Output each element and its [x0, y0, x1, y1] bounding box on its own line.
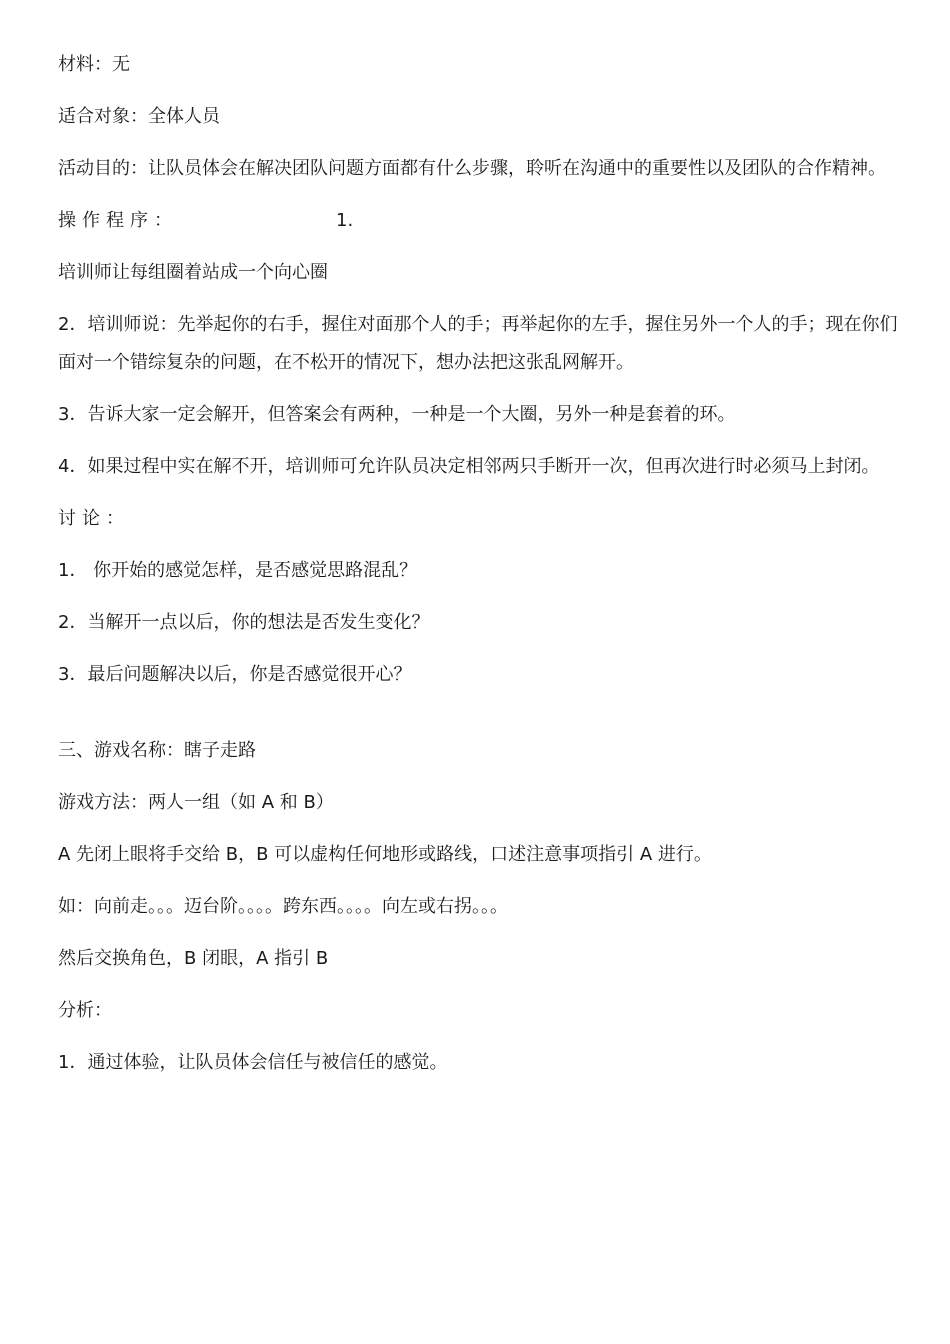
- analysis-heading: 分析：: [58, 1000, 112, 1021]
- analysis-point-1: 1．通过体验，让队员体会信任与被信任的感觉。: [58, 1052, 448, 1073]
- discussion-question-1: 1． 你开始的感觉怎样，是否感觉思路混乱？: [58, 560, 418, 581]
- procedure-step-3: 3．告诉大家一定会解开，但答案会有两种，一种是一个大圈，另外一种是套着的环。: [58, 404, 736, 425]
- game-3-line-1: A 先闭上眼将手交给 B，B 可以虚构任何地形或路线，口述注意事项指引 A 进行。: [58, 844, 712, 865]
- procedure-step-4: 4．如果过程中实在解不开，培训师可允许队员决定相邻两只手断开一次，但再次进行时必须马上封闭。: [58, 456, 880, 477]
- procedure-step-number: 1.: [336, 210, 354, 231]
- game-3-method: 游戏方法：两人一组（如 A 和 B）: [58, 792, 334, 813]
- discussion-question-2: 2．当解开一点以后，你的想法是否发生变化？: [58, 612, 430, 633]
- game-3-line-3: 然后交换角色，B 闭眼，A 指引 B: [58, 948, 329, 969]
- materials-line: 材料：无: [58, 54, 130, 75]
- procedure-heading: [58, 202, 898, 240]
- purpose-paragraph: 活动目的：让队员体会在解决团队问题方面都有什么步骤，聆听在沟通中的重要性以及团队的合作精神。: [58, 158, 886, 179]
- discussion-heading: 讨论：: [58, 508, 130, 529]
- procedure-step-2: 2．培训师说：先举起你的右手，握住对面那个人的手；再举起你的左手，握住另外一个人的手；现在你们面对一个错综复杂的问题，在不松开的情况下，想办法把这张乱网解开。: [58, 314, 898, 373]
- game-3-title: 三、游戏名称：瞎子走路: [58, 740, 256, 761]
- document-page: [58, 46, 898, 1096]
- audience-line: 适合对象：全体人员: [58, 106, 220, 127]
- section-spacer: [58, 708, 898, 732]
- game-3-line-2: 如：向前走。。。迈台阶。。。。跨东西。。。。向左或右拐。。。: [58, 896, 508, 917]
- procedure-label: 操作程序：: [58, 210, 178, 231]
- discussion-question-3: 3．最后问题解决以后，你是否感觉很开心？: [58, 664, 412, 685]
- procedure-step-1: 培训师让每组圈着站成一个向心圈: [58, 262, 328, 283]
